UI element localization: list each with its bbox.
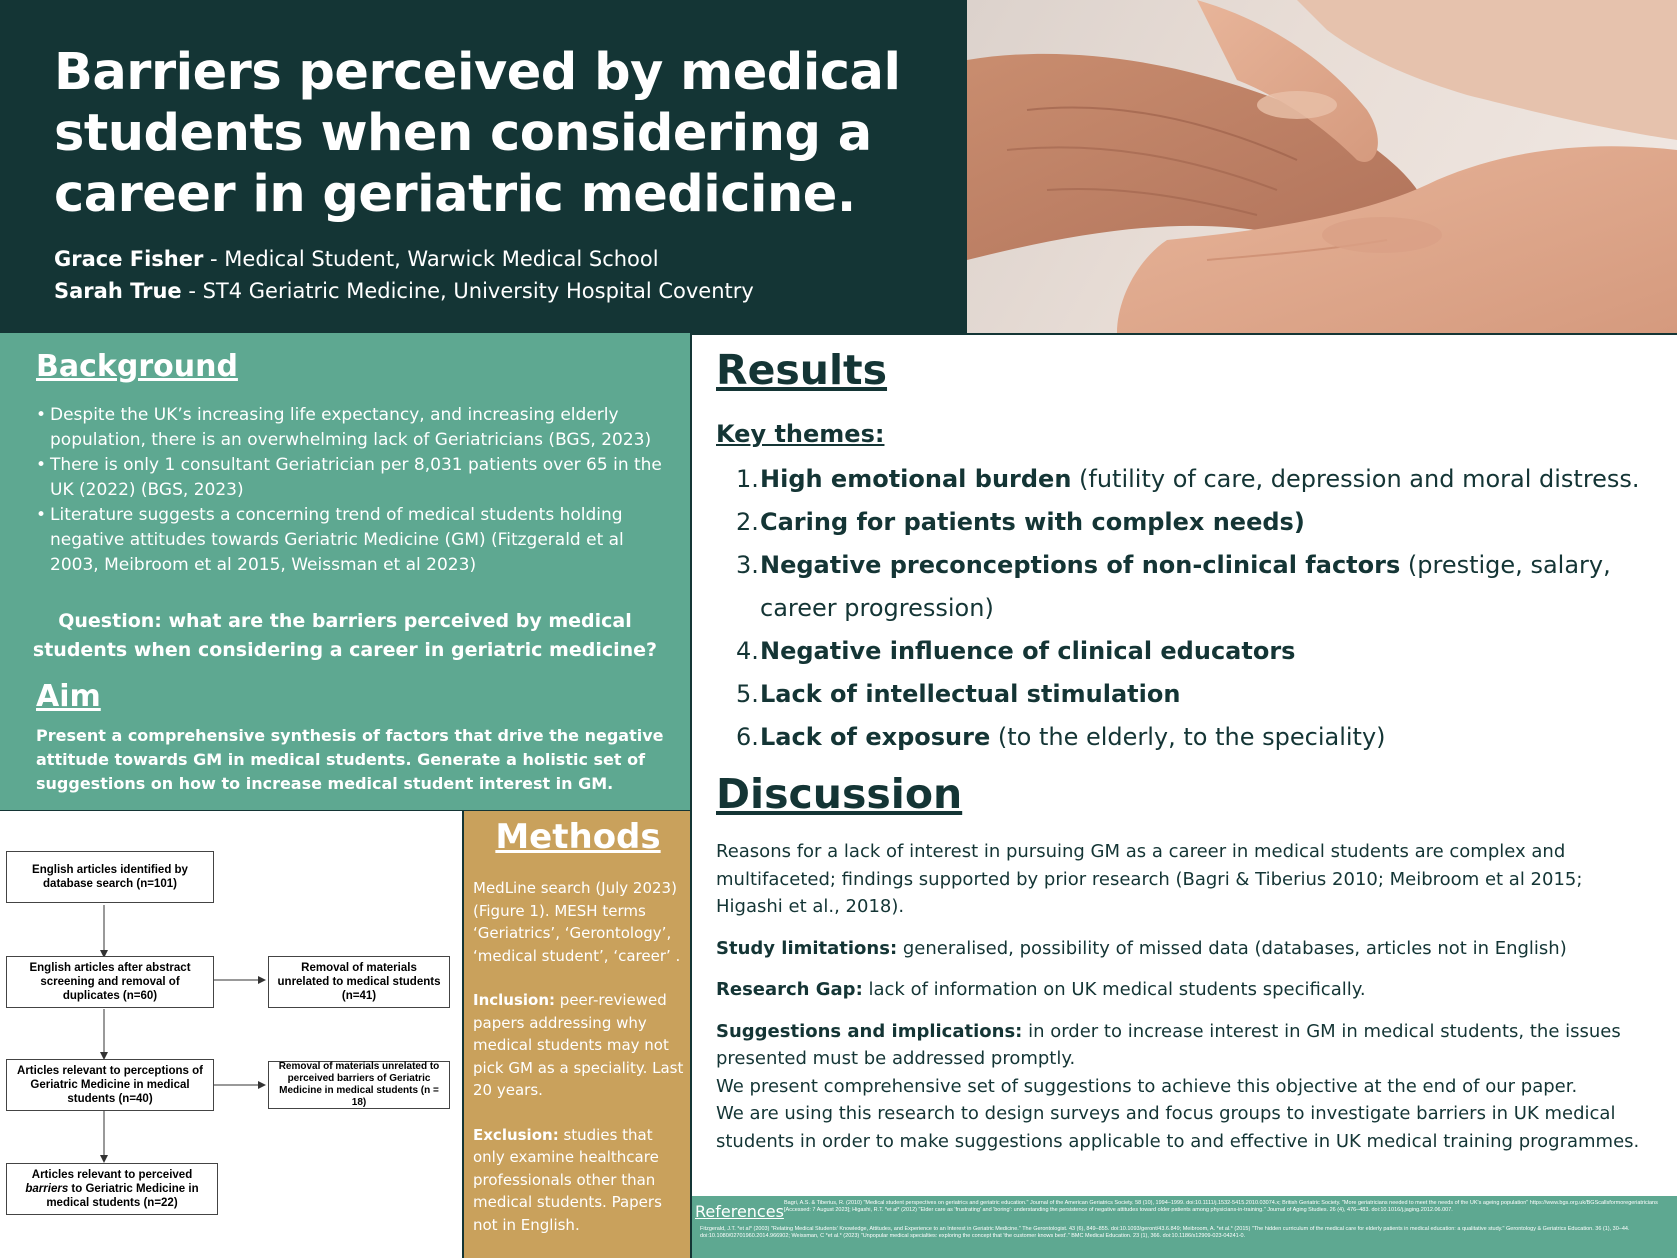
aim-text: Present a comprehensive synthesis of factors that drive the negative attitude towards GM in medical students. Generate a holistic set of suggestions on how to increase medical student interest in GM. <box>36 726 664 793</box>
discussion-using: We are using this research to design surveys and focus groups to investigate barriers in UK medical students in order to make suggestions applicable to and effective in UK medical training programmes. <box>716 1103 1640 1152</box>
discussion-body <box>716 838 1646 1155</box>
discussion-intro: Reasons for a lack of interest in pursuing GM as a career in medical students are complex and multifaceted; findings supported by prior research (Bagri & Tiberius 2010; Meibroom et al 2015; Higashi et al., 2018). <box>716 841 1583 917</box>
background-section <box>0 333 690 811</box>
key-themes-list <box>716 458 1656 759</box>
key-themes-heading: Key themes: <box>716 420 885 448</box>
list-item: 1. High emotional burden (futility of care, depression and moral distress. <box>736 465 1640 493</box>
list-item: 3. Negative preconceptions of non-clinical factors (prestige, salary, career progression) <box>736 551 1611 622</box>
author-name: Grace Fisher <box>54 247 204 271</box>
methods-inclusion: Inclusion: peer-reviewed papers addressing why medical students may not pick GM as a speciality. Last 20 years. <box>473 991 684 1099</box>
author-name: Sarah True <box>54 279 182 303</box>
hands-illustration <box>967 0 1677 333</box>
list-item: 2. Caring for patients with complex needs) <box>736 508 1305 536</box>
methods-body <box>473 877 687 1258</box>
flow-box-relevant: Articles relevant to perceptions of Geriatric Medicine in medical students (n=40) <box>6 1059 214 1111</box>
flow-box-excluded-1: Removal of materials unrelated to medical students (n=41) <box>268 956 450 1008</box>
prisma-flowchart <box>0 811 462 1258</box>
list-item: • There is only 1 consultant Geriatrician per 8,031 patients over 65 in the UK (2022) (BGS, 2023) <box>36 453 676 503</box>
holding-hands-photo <box>967 0 1677 333</box>
author-role: - ST4 Geriatric Medicine, University Hospital Coventry <box>181 279 754 303</box>
poster-header <box>0 0 967 333</box>
vertical-divider <box>690 333 692 1258</box>
references-section <box>692 1196 1677 1258</box>
methods-heading: Methods <box>495 817 661 857</box>
references-text: Fitzgerald, J.T. *et al* (2003) "Relating Medical Students' Knowledge, Attitudes, and Experience to an Interest in Geriatric Medicine." The Gerontologist. 43 (6), 849–855. doi:10.1093/geront/43.6.849; Meibroom, A. *et al.* (2015) "The hidden curriculum of the medical care for elderly patients in medical education: a qualitative study." Gerontology & Geriatrics Education. 36 (1), 30–44. doi:10.1080/02701960.2014.966902; Weissman, C *et al.* (2023) "Unpopular medical specialties: exploring the concept that 'the customer knows best'." BMC Medical Education. 23 (1), 366. doi:10.1186/s12909-023-04241-0. <box>700 1226 1630 1239</box>
list-item: 5. Lack of intellectual stimulation <box>736 680 1181 708</box>
background-heading: Background <box>36 349 238 384</box>
list-item: 6. Lack of exposure (to the elderly, to the speciality) <box>736 723 1386 751</box>
flow-box-barriers <box>6 1163 218 1215</box>
flow-box-text: Articles relevant to perceived barriers to Geriatric Medicine in medical students (n=22) <box>25 1169 199 1209</box>
flow-box-identified: English articles identified by database search (n=101) <box>6 851 214 903</box>
methods-section <box>462 811 690 1258</box>
discussion-gap: Research Gap: lack of information on UK medical students specifically. <box>716 979 1366 1000</box>
author-line-1 <box>54 247 659 271</box>
list-item: • Despite the UK’s increasing life expectancy, and increasing elderly population, there is an overwhelming lack of Geriatricians (BGS, 2023) <box>36 403 676 453</box>
discussion-limitations: Study limitations: generalised, possibility of missed data (databases, articles not in English) <box>716 937 1567 959</box>
methods-exclusion: Exclusion: studies that only examine healthcare professionals other than medical students. Papers not in English. <box>473 1125 662 1234</box>
results-heading: Results <box>716 346 888 394</box>
aim-heading: Aim <box>36 679 101 714</box>
author-role: - Medical Student, Warwick Medical School <box>203 247 659 271</box>
poster-title: Barriers perceived by medical students when considering a career in geriatric medicine. <box>54 43 901 224</box>
flow-box-excluded-2: Removal of materials unrelated to perceived barriers of Geriatric Medicine in medical students (n = 18) <box>268 1061 450 1109</box>
flow-box-screened: English articles after abstract screening and removal of duplicates (n=60) <box>6 956 214 1008</box>
methods-search: MedLine search (July 2023) (Figure 1). MESH terms ‘Geriatrics’, ‘Gerontology’, ‘medical student’, ‘career’ . <box>473 879 681 965</box>
list-item: 4. Negative influence of clinical educators <box>736 637 1296 665</box>
references-text: Bagri, A.S. & Tiberius, R. (2010) "Medical student perspectives on geriatrics and geriatric education." Journal of the American Geriatrics Society. 58 (10), 1994–1999. doi:10.1111/j.1532-5415.2010.03074.x; British Geriatric Society. "More geriatricians needed to meet the needs of the UK's ageing population" https://www.bgs.org.uk/BGScallsformoregeriatricians [Accessed: 7 August 2023]; Higashi, R.T. *et al* (2012) "Elder care as 'frustrating' and 'boring': understanding the persistence of negative attitudes toward older patients among physicians-in-training." Journal of Aging Studies. 26 (4), 476–483. doi:10.1016/j.jaging.2012.06.007. <box>784 1200 1658 1213</box>
discussion-present: We present comprehensive set of suggestions to achieve this objective at the end of our paper. <box>716 1075 1578 1097</box>
background-bullets <box>36 403 676 578</box>
discussion-heading: Discussion <box>716 770 963 818</box>
references-label: References <box>695 1202 784 1221</box>
research-question: Question: what are the barriers perceived by medical students when considering a career in geriatric medicine? <box>32 610 658 661</box>
discussion-suggestions: Suggestions and implications: in order to increase interest in GM in medical students, the issues presented must be addressed promptly. <box>716 1020 1621 1069</box>
author-line-2 <box>54 279 754 303</box>
list-item: • Literature suggests a concerning trend of medical students holding negative attitudes towards Geriatric Medicine (GM) (Fitzgerald et al 2003, Meibroom et al 2015, Weissman et al 2023) <box>36 503 676 578</box>
